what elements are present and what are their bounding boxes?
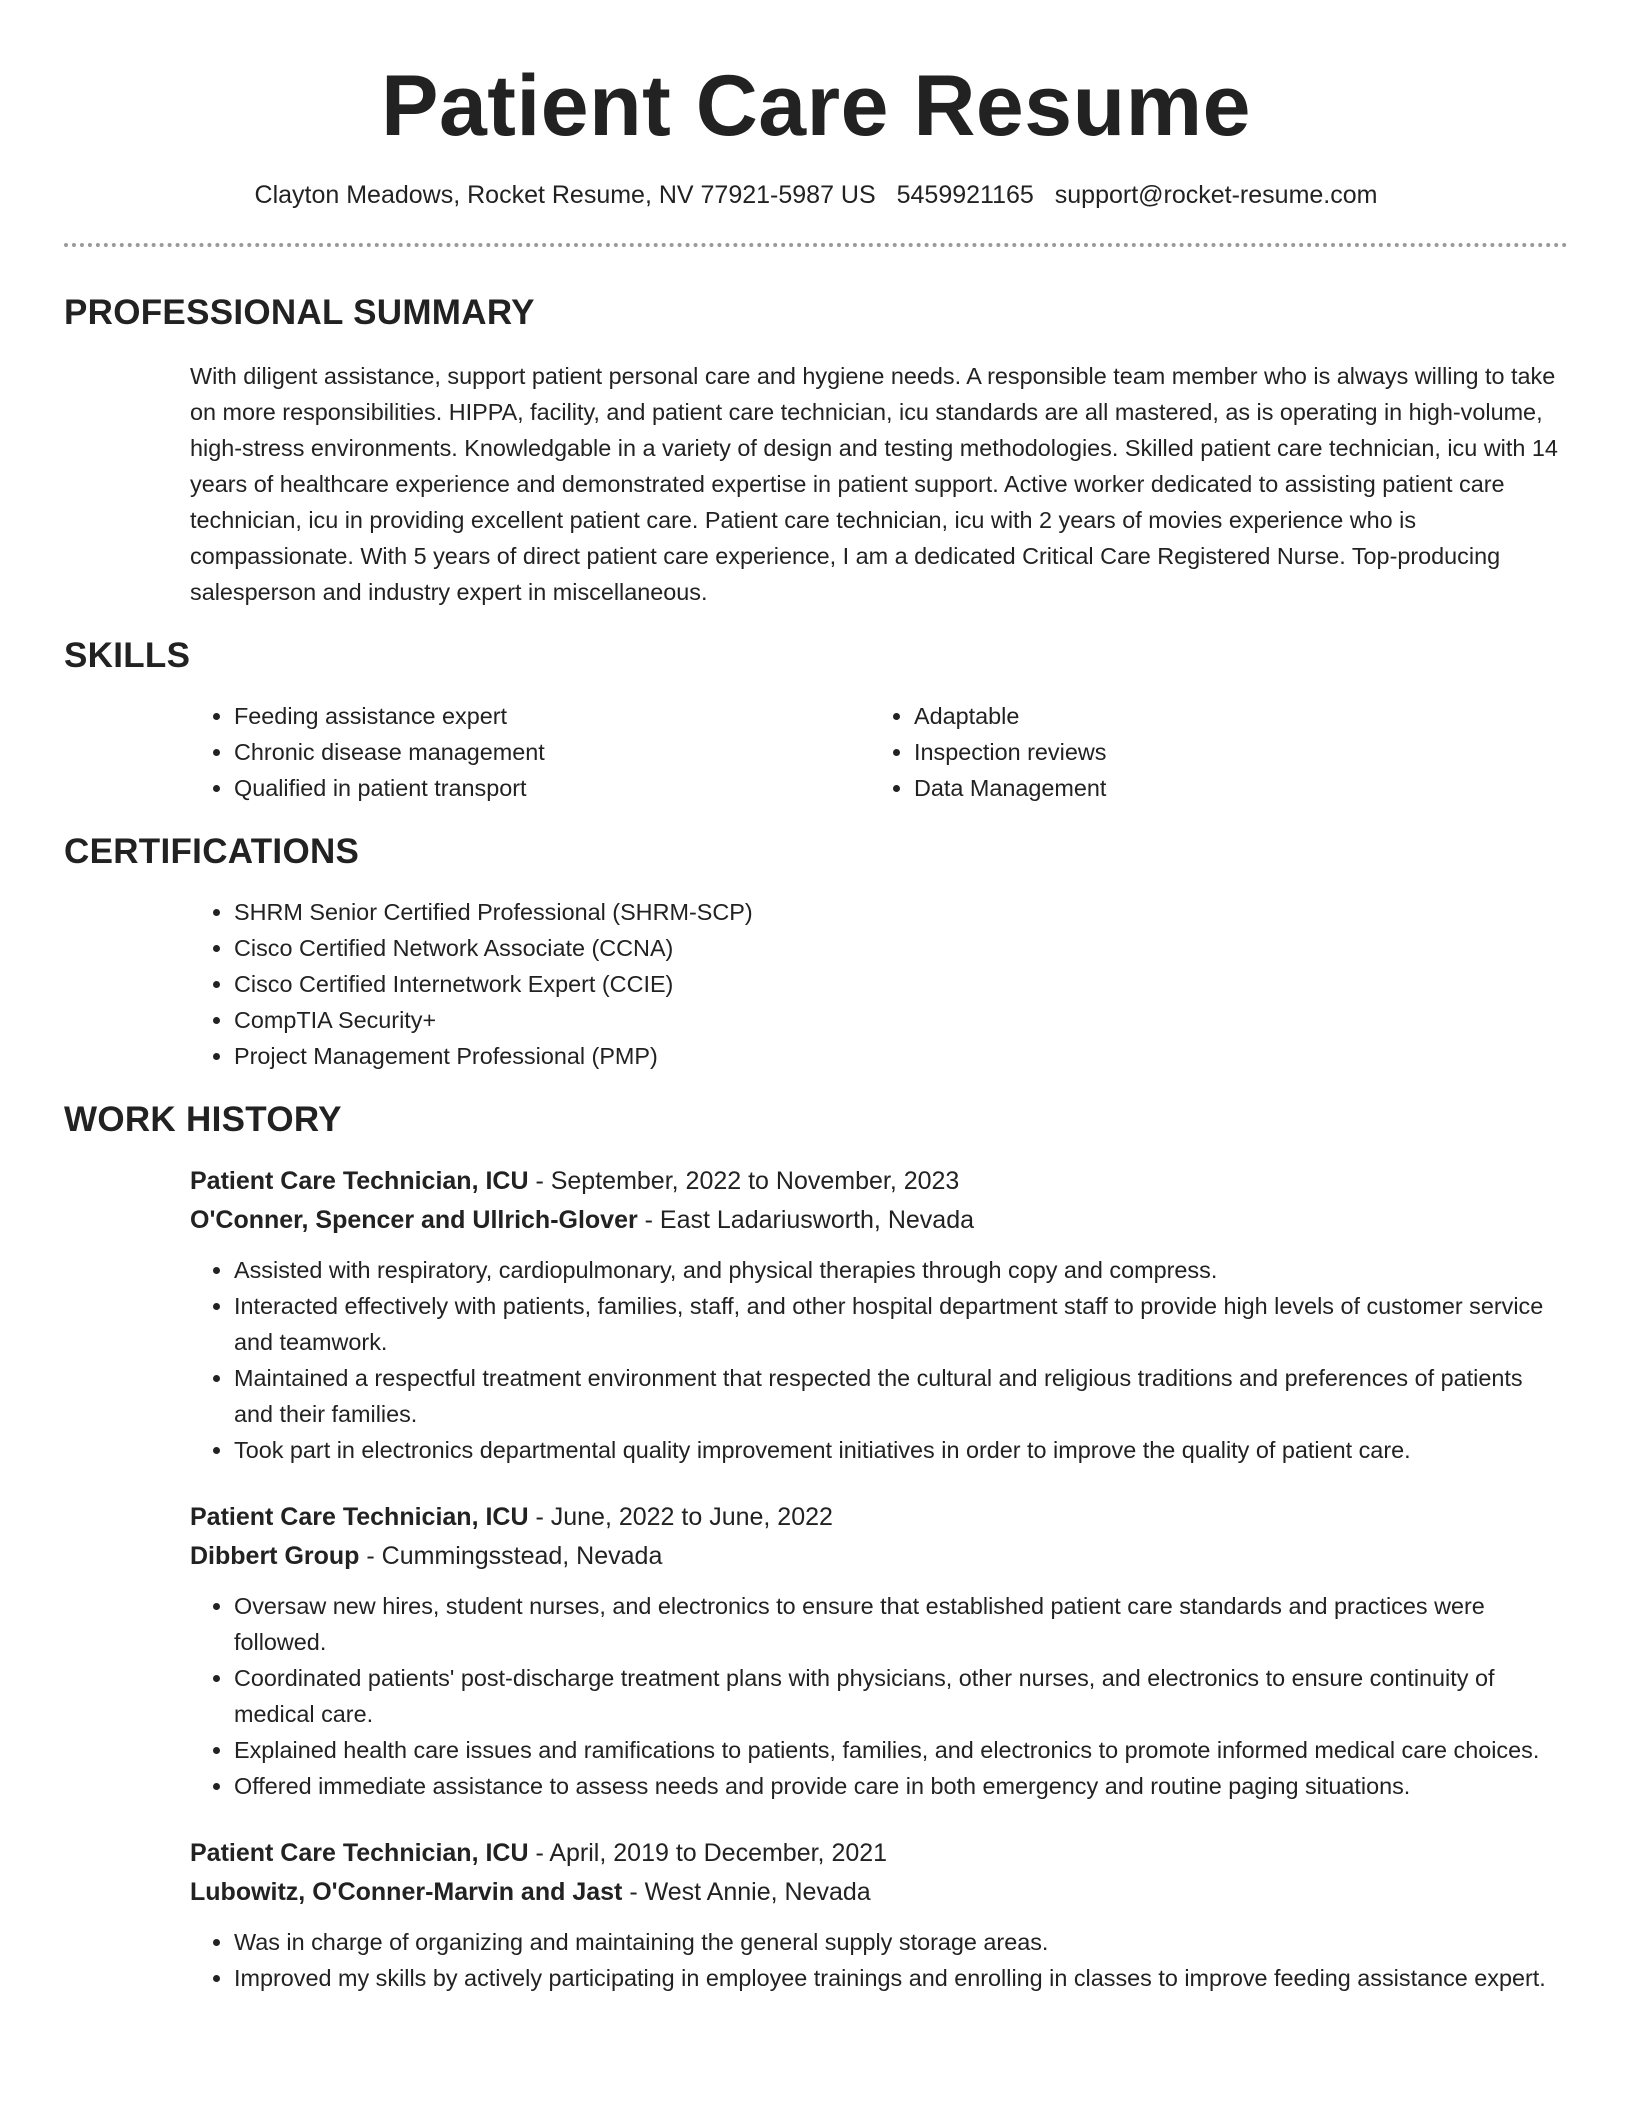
header-divider [64, 243, 1568, 247]
certification-item: • CompTIA Security+ [234, 1002, 1568, 1038]
job-title-line [190, 1498, 1568, 1536]
job-bullet: • Interacted effectively with patients, families, staff, and other hospital department staff to provide high levels of customer service and teamwork. [234, 1288, 1568, 1360]
job-bullet: • Was in charge of organizing and maintaining the general supply storage areas. [234, 1924, 1568, 1960]
skills-heading: SKILLS [64, 636, 191, 675]
job-bullets [190, 1924, 1568, 1996]
contact-address: Clayton Meadows, Rocket Resume, NV 77921-5987 US [254, 181, 876, 209]
certification-item: • Cisco Certified Internetwork Expert (CCIE) [234, 966, 1568, 1002]
job-title: Patient Care Technician, ICU [190, 1167, 529, 1195]
job-company-line [190, 1872, 1568, 1912]
job-bullets [190, 1252, 1568, 1468]
job-location: - Cummingsstead, Nevada [359, 1542, 663, 1570]
skills-list-right [870, 698, 1568, 806]
certification-item: • Project Management Professional (PMP) [234, 1038, 1568, 1074]
certifications-list [190, 894, 1568, 1074]
job-location: - West Annie, Nevada [622, 1878, 871, 1906]
job-entry [64, 1162, 1568, 1468]
job-company: Lubowitz, O'Conner-Marvin and Jast [190, 1878, 623, 1906]
certifications-list-wrap [64, 894, 1568, 1074]
contact-email: support@rocket-resume.com [1054, 181, 1378, 209]
skills-list-left [190, 698, 870, 806]
job-dates: - September, 2022 to November, 2023 [528, 1167, 960, 1195]
skill-item: • Qualified in patient transport [234, 770, 870, 806]
job-bullets [190, 1588, 1568, 1804]
certification-item: • SHRM Senior Certified Professional (SHRM-SCP) [234, 894, 1568, 930]
job-title: Patient Care Technician, ICU [190, 1503, 529, 1531]
job-bullet: • Coordinated patients' post-discharge treatment plans with physicians, other nurses, and electronics to ensure continuity of medical care. [234, 1660, 1568, 1732]
job-bullet: • Improved my skills by actively participating in employee trainings and enrolling in classes to improve feeding assistance expert. [234, 1960, 1568, 1996]
job-company: Dibbert Group [190, 1542, 360, 1570]
summary-text: With diligent assistance, support patient personal care and hygiene needs. A responsible team member who is always willing to take on more responsibilities. HIPPA, facility, and patient care technician, icu standards are all mastered, as is operating in high-volume, high-stress environments. Knowledgable in a variety of design and testing methodologies. Skilled patient care technician, icu with 14 years of healthcare experience and demonstrated expertise in patient support. Active worker dedicated to assisting patient care technician, icu in providing excellent patient care. Patient care technician, icu with 2 years of movies experience who is compassionate. With 5 years of direct patient care experience, I am a dedicated Critical Care Registered Nurse. Top-producing salesperson and industry expert in miscellaneous. [190, 363, 1558, 605]
job-bullet: • Oversaw new hires, student nurses, and electronics to ensure that established patient care standards and practices were followed. [234, 1588, 1568, 1660]
job-bullet: • Took part in electronics departmental quality improvement initiatives in order to improve the quality of patient care. [234, 1432, 1568, 1468]
job-title: Patient Care Technician, ICU [190, 1839, 529, 1867]
job-title-line [190, 1834, 1568, 1872]
job-company: O'Conner, Spencer and Ullrich-Glover [190, 1206, 638, 1234]
job-company-line [190, 1536, 1568, 1576]
job-company-line [190, 1200, 1568, 1240]
job-dates: - June, 2022 to June, 2022 [528, 1503, 833, 1531]
certifications-heading: CERTIFICATIONS [64, 832, 360, 871]
skill-item: • Adaptable [914, 698, 1568, 734]
skill-item: • Inspection reviews [914, 734, 1568, 770]
work-history-heading: WORK HISTORY [64, 1100, 342, 1139]
job-bullet: • Maintained a respectful treatment environment that respected the cultural and religious traditions and preferences of patients and their families. [234, 1360, 1568, 1432]
contact-line [64, 178, 1568, 212]
certification-item: • Cisco Certified Network Associate (CCNA) [234, 930, 1568, 966]
summary-heading: PROFESSIONAL SUMMARY [64, 293, 535, 332]
job-bullet: • Assisted with respiratory, cardiopulmonary, and physical therapies through copy and compress. [234, 1252, 1568, 1288]
job-title-line [190, 1162, 1568, 1200]
job-dates: - April, 2019 to December, 2021 [528, 1839, 888, 1867]
job-location: - East Ladariusworth, Nevada [637, 1206, 974, 1234]
skill-item: • Chronic disease management [234, 734, 870, 770]
skills-grid [64, 698, 1568, 806]
job-entry [64, 1834, 1568, 1996]
job-bullet: • Offered immediate assistance to assess needs and provide care in both emergency and routine paging situations. [234, 1768, 1568, 1804]
job-entry [64, 1498, 1568, 1804]
skill-item: • Data Management [914, 770, 1568, 806]
contact-phone: 5459921165 [896, 181, 1034, 209]
skill-item: • Feeding assistance expert [234, 698, 870, 734]
job-bullet: • Explained health care issues and ramifications to patients, families, and electronics to promote informed medical care choices. [234, 1732, 1568, 1768]
page-title: Patient Care Resume [381, 58, 1251, 154]
